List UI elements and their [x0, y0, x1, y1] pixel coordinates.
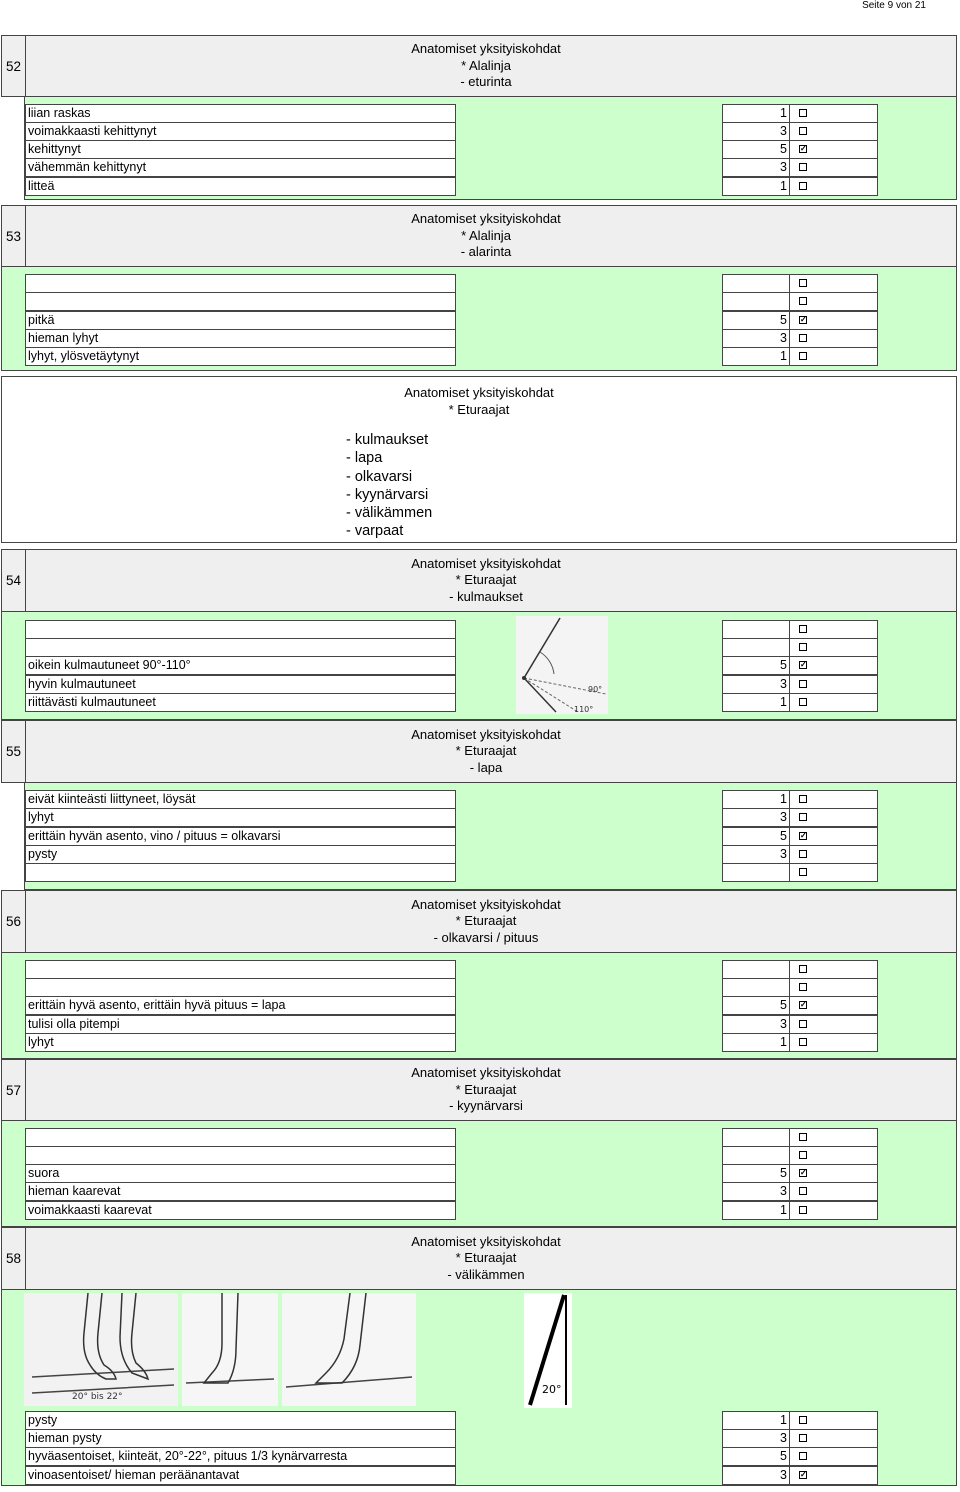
score-value: 5 — [780, 1449, 787, 1463]
option-label: hieman lyhyt — [25, 329, 456, 348]
section-eturaajat — [1, 376, 957, 543]
score-cell — [722, 675, 878, 694]
score-checkbox[interactable] — [799, 850, 807, 858]
score-value: 3 — [780, 160, 787, 174]
score-checkbox[interactable] — [799, 1434, 807, 1442]
criterion-title: Anatomiset yksityiskohdat * Eturaajat - lapa — [411, 726, 561, 775]
figure-label: 20° — [542, 1383, 562, 1396]
score-cell — [722, 292, 878, 311]
score-value: 3 — [780, 331, 787, 345]
score-checkbox[interactable] — [799, 643, 807, 651]
score-cell — [722, 620, 878, 639]
option-label: litteä — [25, 177, 456, 196]
score-cell — [722, 656, 878, 675]
option-label: kehittynyt — [25, 140, 456, 159]
option-label: pysty — [25, 845, 456, 864]
section-item: - kulmaukset — [346, 432, 429, 448]
score-checkbox[interactable] — [799, 1206, 807, 1214]
score-checkbox[interactable] — [799, 813, 807, 821]
score-checkbox[interactable]: ✓ — [800, 144, 807, 153]
score-checkbox[interactable] — [799, 279, 807, 287]
section-item-list — [346, 431, 432, 541]
score-checkbox[interactable] — [799, 698, 807, 706]
option-label: vähemmän kehittynyt — [25, 158, 456, 177]
score-cell — [722, 996, 878, 1015]
criterion-title: Anatomiset yksityiskohdat * Eturaajat - välikämmen — [411, 1233, 561, 1282]
score-value: 1 — [780, 1035, 787, 1049]
option-label: voimakkaasti kehittynyt — [25, 122, 456, 141]
criterion-title: Anatomiset yksityiskohdat * Alalinja - eturinta — [411, 41, 561, 90]
score-checkbox[interactable] — [799, 983, 807, 991]
score-cell — [722, 978, 878, 997]
score-checkbox[interactable] — [799, 182, 807, 190]
option-label: riittävästi kulmautuneet — [25, 693, 456, 712]
criterion-title: Anatomiset yksityiskohdat * Eturaajat - kyynärvarsi — [411, 1065, 561, 1114]
score-cell — [722, 638, 878, 657]
score-checkbox[interactable] — [799, 965, 807, 973]
option-label: pitkä — [25, 311, 456, 330]
score-checkbox[interactable]: ✓ — [800, 660, 807, 669]
score-cell — [722, 122, 878, 141]
score-cell — [722, 1033, 878, 1052]
option-label: hieman kaarevat — [25, 1182, 456, 1201]
option-label: voimakkaasti kaarevat — [25, 1201, 456, 1220]
section-item: - varpaat — [346, 523, 404, 540]
score-value: 5 — [780, 313, 787, 327]
score-value: 1 — [780, 106, 787, 120]
figure-label-90: 90° — [588, 685, 603, 694]
score-cell — [722, 827, 878, 846]
score-cell — [722, 790, 878, 809]
score-cell — [722, 1447, 878, 1466]
score-cell — [722, 1411, 878, 1430]
score-checkbox[interactable]: ✓ — [800, 1470, 807, 1479]
pastern-angle-figure — [524, 1293, 572, 1408]
option-label — [25, 978, 456, 997]
figure-label-110: 110° — [574, 705, 594, 714]
score-value: 3 — [780, 847, 787, 861]
score-value: 5 — [780, 142, 787, 156]
option-label — [25, 638, 456, 657]
score-cell — [722, 1201, 878, 1220]
score-value: 3 — [780, 124, 787, 138]
score-checkbox[interactable] — [799, 1187, 807, 1195]
score-cell — [722, 1164, 878, 1183]
score-value: 1 — [780, 1413, 787, 1427]
score-value: 3 — [780, 1184, 787, 1198]
score-cell — [722, 1429, 878, 1448]
score-checkbox[interactable] — [799, 868, 807, 876]
pastern-figure-3 — [282, 1293, 416, 1406]
score-cell — [722, 845, 878, 864]
criterion-title: Anatomiset yksityiskohdat * Alalinja - alarinta — [411, 211, 561, 260]
option-label — [25, 863, 456, 882]
option-label: erittäin hyvä asento, erittäin hyvä pituus = lapa — [25, 996, 456, 1015]
option-label: lyhyt — [25, 1033, 456, 1052]
score-cell — [722, 311, 878, 330]
score-value: 1 — [780, 792, 787, 806]
score-checkbox[interactable] — [799, 109, 807, 117]
score-checkbox[interactable] — [799, 1452, 807, 1460]
page-number: Seite 9 von 21 — [862, 0, 926, 11]
option-label: hyvin kulmautuneet — [25, 675, 456, 694]
option-label: vinoasentoiset/ hieman peräänantavat — [25, 1466, 456, 1485]
score-checkbox[interactable]: ✓ — [800, 831, 807, 840]
section-item: - välikämmen — [346, 505, 433, 522]
option-label: suora — [25, 1164, 456, 1183]
shoulder-angle-diagram — [516, 616, 608, 714]
score-checkbox[interactable]: ✓ — [800, 315, 807, 324]
option-label: hyväasentoiset, kiinteät, 20°-22°, pituus 1/3 kynärvarresta — [25, 1447, 456, 1466]
score-checkbox[interactable] — [799, 334, 807, 342]
score-cell — [722, 808, 878, 827]
score-value: 3 — [780, 1468, 787, 1482]
score-checkbox[interactable] — [799, 1038, 807, 1046]
criterion-number: 55 — [2, 721, 26, 782]
score-checkbox[interactable] — [799, 297, 807, 305]
criterion-header-57 — [1, 1059, 957, 1121]
score-value: 1 — [780, 349, 787, 363]
criterion-number: 52 — [2, 36, 26, 96]
section-title: Anatomiset yksityiskohdat * Eturaajat — [404, 385, 554, 417]
score-checkbox[interactable] — [799, 163, 807, 171]
score-checkbox[interactable]: ✓ — [800, 1000, 807, 1009]
criterion-number: 58 — [2, 1228, 26, 1289]
score-value: 5 — [780, 1166, 787, 1180]
score-cell — [722, 104, 878, 123]
option-label: liian raskas — [25, 104, 456, 123]
option-label — [25, 1128, 456, 1147]
criterion-header-52 — [1, 35, 957, 97]
criterion-number: 53 — [2, 206, 26, 266]
score-cell — [722, 1015, 878, 1034]
score-value: 1 — [780, 179, 787, 193]
criterion-number: 54 — [2, 550, 26, 611]
option-label: pysty — [25, 1411, 456, 1430]
score-cell — [722, 274, 878, 293]
section-item: - kyynärvarsi — [346, 486, 429, 503]
score-value: 1 — [780, 695, 787, 709]
score-checkbox[interactable] — [799, 127, 807, 135]
score-value: 5 — [780, 658, 787, 672]
option-label: lyhyt, ylösvetäytynyt — [25, 347, 456, 366]
option-label: lyhyt — [25, 808, 456, 827]
score-checkbox[interactable] — [799, 1151, 807, 1159]
score-checkbox[interactable] — [799, 352, 807, 360]
score-checkbox[interactable] — [799, 1020, 807, 1028]
score-cell — [722, 1128, 878, 1147]
criterion-header-54 — [1, 549, 957, 612]
score-value: 5 — [780, 998, 787, 1012]
criterion-header-53 — [1, 205, 957, 267]
figure-label: 20° bis 22° — [72, 1392, 123, 1402]
option-label: tulisi olla pitempi — [25, 1015, 456, 1034]
option-label: erittäin hyvän asento, vino / pituus = olkavarsi — [25, 827, 456, 846]
option-label: oikein kulmautuneet 90°-110° — [25, 656, 456, 675]
criterion-header-55 — [1, 720, 957, 783]
option-label — [25, 274, 456, 293]
score-cell — [722, 158, 878, 177]
option-label: hieman pysty — [25, 1429, 456, 1448]
score-cell — [722, 863, 878, 882]
score-cell — [722, 347, 878, 366]
criterion-number: 57 — [2, 1060, 26, 1120]
criterion-header-58 — [1, 1227, 957, 1290]
criterion-title: Anatomiset yksityiskohdat * Eturaajat - olkavarsi / pituus — [411, 896, 561, 945]
score-checkbox[interactable]: ✓ — [800, 1168, 807, 1177]
score-value: 3 — [780, 810, 787, 824]
score-cell — [722, 1466, 878, 1485]
score-checkbox[interactable] — [799, 1416, 807, 1424]
pastern-figure-1 — [24, 1293, 178, 1406]
option-label: eivät kiinteästi liittyneet, löysät — [25, 790, 456, 809]
score-value: 3 — [780, 1431, 787, 1445]
score-value: 3 — [780, 1017, 787, 1031]
score-cell — [722, 177, 878, 196]
score-value: 5 — [780, 829, 787, 843]
score-cell — [722, 329, 878, 348]
score-cell — [722, 960, 878, 979]
section-item: - lapa — [346, 450, 383, 467]
option-label — [25, 620, 456, 639]
score-value: 1 — [780, 1203, 787, 1217]
score-checkbox[interactable] — [799, 680, 807, 688]
score-cell — [722, 140, 878, 159]
option-label — [25, 960, 456, 979]
option-label — [25, 1146, 456, 1165]
score-checkbox[interactable] — [799, 625, 807, 633]
criterion-title: Anatomiset yksityiskohdat * Eturaajat - kulmaukset — [411, 555, 561, 604]
criterion-number: 56 — [2, 891, 26, 952]
option-label — [25, 292, 456, 311]
score-checkbox[interactable] — [799, 1133, 807, 1141]
score-cell — [722, 1146, 878, 1165]
criterion-header-56 — [1, 890, 957, 953]
section-item: - olkavarsi — [346, 468, 413, 485]
score-checkbox[interactable] — [799, 795, 807, 803]
score-cell — [722, 693, 878, 712]
pastern-figure-2 — [182, 1293, 278, 1406]
score-cell — [722, 1182, 878, 1201]
score-value: 3 — [780, 677, 787, 691]
